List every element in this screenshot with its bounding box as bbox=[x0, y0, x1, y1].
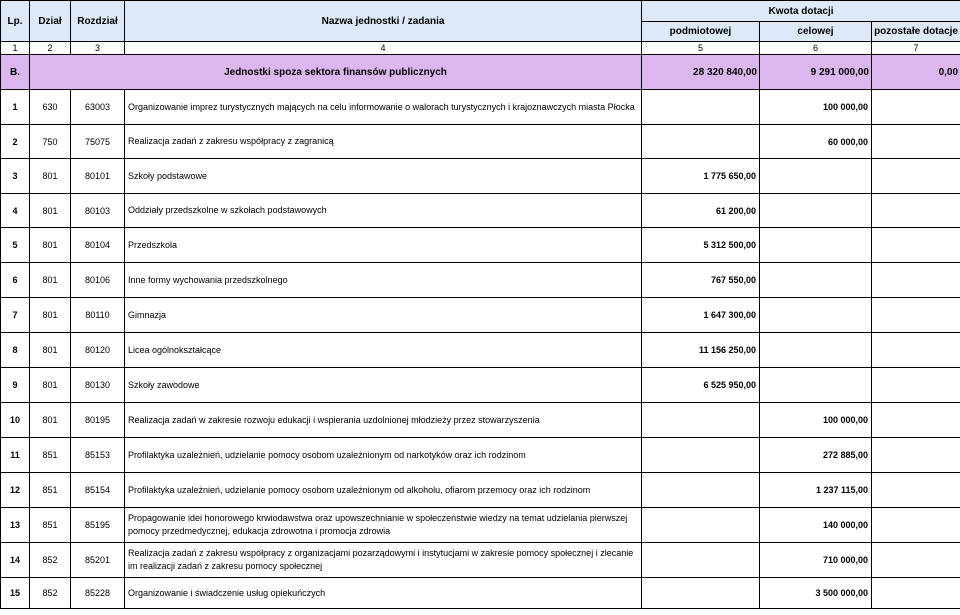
row-pozostale bbox=[872, 368, 960, 403]
col-number: 2 bbox=[30, 42, 71, 55]
table-row bbox=[1, 228, 960, 263]
row-name: Licea ogólnokształcące bbox=[125, 333, 642, 368]
col-number: 6 bbox=[760, 42, 872, 55]
row-lp: 6 bbox=[1, 263, 30, 298]
row-celowej: 100 000,00 bbox=[760, 403, 872, 438]
section-pozostale: 0,00 bbox=[872, 55, 960, 90]
row-podmiotowej bbox=[642, 438, 760, 473]
header-lp: Lp. bbox=[1, 1, 30, 42]
row-podmiotowej bbox=[642, 125, 760, 159]
row-pozostale bbox=[872, 125, 960, 159]
row-dzial: 851 bbox=[30, 438, 71, 473]
row-podmiotowej bbox=[642, 473, 760, 508]
row-podmiotowej: 1 647 300,00 bbox=[642, 298, 760, 333]
row-rozdzial: 80104 bbox=[71, 228, 125, 263]
row-lp: 2 bbox=[1, 125, 30, 159]
row-name: Realizacja zadań z zakresu współpracy z zagranicą bbox=[125, 125, 642, 159]
row-lp: 10 bbox=[1, 403, 30, 438]
section-title: Jednostki spoza sektora finansów publicznych bbox=[30, 55, 642, 90]
row-rozdzial: 85195 bbox=[71, 508, 125, 543]
row-pozostale bbox=[872, 403, 960, 438]
row-celowej: 710 000,00 bbox=[760, 543, 872, 578]
row-podmiotowej: 61 200,00 bbox=[642, 194, 760, 228]
row-lp: 14 bbox=[1, 543, 30, 578]
row-rozdzial: 80103 bbox=[71, 194, 125, 228]
row-dzial: 801 bbox=[30, 333, 71, 368]
row-podmiotowej: 6 525 950,00 bbox=[642, 368, 760, 403]
row-lp: 9 bbox=[1, 368, 30, 403]
row-podmiotowej: 1 775 650,00 bbox=[642, 159, 760, 194]
row-name: Realizacja zadań w zakresie rozwoju edukacji i wspierania uzdolnionej młodzieży przez stowarzyszenia bbox=[125, 403, 642, 438]
section-podmiotowej: 28 320 840,00 bbox=[642, 55, 760, 90]
row-celowej bbox=[760, 159, 872, 194]
row-rozdzial: 85154 bbox=[71, 473, 125, 508]
row-dzial: 852 bbox=[30, 578, 71, 609]
header-podmiotowej: podmiotowej bbox=[642, 22, 760, 42]
row-pozostale bbox=[872, 473, 960, 508]
row-podmiotowej bbox=[642, 508, 760, 543]
col-number: 5 bbox=[642, 42, 760, 55]
row-lp: 8 bbox=[1, 333, 30, 368]
header-kwota-dotacji: Kwota dotacji bbox=[642, 1, 960, 22]
row-rozdzial: 75075 bbox=[71, 125, 125, 159]
section-row bbox=[1, 55, 960, 90]
row-celowej: 60 000,00 bbox=[760, 125, 872, 159]
row-celowej: 140 000,00 bbox=[760, 508, 872, 543]
row-pozostale bbox=[872, 194, 960, 228]
row-podmiotowej bbox=[642, 403, 760, 438]
row-dzial: 801 bbox=[30, 368, 71, 403]
row-lp: 1 bbox=[1, 90, 30, 125]
row-dzial: 851 bbox=[30, 508, 71, 543]
row-podmiotowej: 5 312 500,00 bbox=[642, 228, 760, 263]
col-number: 3 bbox=[71, 42, 125, 55]
table-row bbox=[1, 194, 960, 228]
row-name: Szkoły podstawowe bbox=[125, 159, 642, 194]
row-name: Organizowanie i świadczenie usług opiekuńczych bbox=[125, 578, 642, 609]
row-pozostale bbox=[872, 508, 960, 543]
row-dzial: 801 bbox=[30, 159, 71, 194]
header-nazwa: Nazwa jednostki / zadania bbox=[125, 1, 642, 42]
header-rozdzial: Rozdział bbox=[71, 1, 125, 42]
table-row bbox=[1, 298, 960, 333]
table-row bbox=[1, 508, 960, 543]
row-pozostale bbox=[872, 438, 960, 473]
col-number: 4 bbox=[125, 42, 642, 55]
row-celowej bbox=[760, 263, 872, 298]
row-dzial: 851 bbox=[30, 473, 71, 508]
table-row bbox=[1, 473, 960, 508]
row-name: Realizacja zadań z zakresu współpracy z organizacjami pozarządowymi i instytucjami w zakresie pomocy społecznej i zlecanie im realizacji zadań z zakresu pomocy społecznej bbox=[125, 543, 642, 578]
row-lp: 7 bbox=[1, 298, 30, 333]
row-dzial: 801 bbox=[30, 263, 71, 298]
row-rozdzial: 80106 bbox=[71, 263, 125, 298]
row-name: Inne formy wychowania przedszkolnego bbox=[125, 263, 642, 298]
row-name: Profilaktyka uzależnień, udzielanie pomocy osobom uzależnionym od alkoholu, ofiarom przemocy oraz ich rodzinom bbox=[125, 473, 642, 508]
row-podmiotowej bbox=[642, 543, 760, 578]
table-row bbox=[1, 438, 960, 473]
row-celowej: 100 000,00 bbox=[760, 90, 872, 125]
row-rozdzial: 80130 bbox=[71, 368, 125, 403]
row-rozdzial: 80120 bbox=[71, 333, 125, 368]
row-pozostale bbox=[872, 263, 960, 298]
row-dzial: 852 bbox=[30, 543, 71, 578]
row-name: Organizowanie imprez turystycznych mających na celu informowanie o walorach turystycznych i krajoznawczych miasta Płocka bbox=[125, 90, 642, 125]
row-podmiotowej bbox=[642, 90, 760, 125]
row-pozostale bbox=[872, 298, 960, 333]
section-code: B. bbox=[1, 55, 30, 90]
row-name: Przedszkola bbox=[125, 228, 642, 263]
row-dzial: 750 bbox=[30, 125, 71, 159]
row-celowej bbox=[760, 333, 872, 368]
row-rozdzial: 85201 bbox=[71, 543, 125, 578]
header-pozostale: pozostałe dotacje bbox=[872, 22, 960, 42]
row-name: Oddziały przedszkolne w szkołach podstawowych bbox=[125, 194, 642, 228]
row-dzial: 801 bbox=[30, 194, 71, 228]
row-name: Gimnazja bbox=[125, 298, 642, 333]
row-lp: 4 bbox=[1, 194, 30, 228]
row-pozostale bbox=[872, 228, 960, 263]
table-row bbox=[1, 403, 960, 438]
row-pozostale bbox=[872, 543, 960, 578]
row-rozdzial: 80110 bbox=[71, 298, 125, 333]
col-number: 1 bbox=[1, 42, 30, 55]
row-dzial: 801 bbox=[30, 403, 71, 438]
row-lp: 13 bbox=[1, 508, 30, 543]
row-celowej bbox=[760, 228, 872, 263]
row-lp: 11 bbox=[1, 438, 30, 473]
table-row bbox=[1, 90, 960, 125]
row-name: Propagowanie idei honorowego krwiodawstwa oraz upowszechnianie w społeczeństwie wiedzy na temat udzielania pierwszej pomocy przedmedycznej, edukacja zdrowotna i promocja zdrowia bbox=[125, 508, 642, 543]
row-lp: 5 bbox=[1, 228, 30, 263]
row-celowej: 272 885,00 bbox=[760, 438, 872, 473]
row-podmiotowej: 767 550,00 bbox=[642, 263, 760, 298]
row-lp: 3 bbox=[1, 159, 30, 194]
row-dzial: 801 bbox=[30, 298, 71, 333]
table-row bbox=[1, 159, 960, 194]
row-celowej: 3 500 000,00 bbox=[760, 578, 872, 609]
row-name: Profilaktyka uzależnień, udzielanie pomocy osobom uzależnionym od narkotyków oraz ich rodzinom bbox=[125, 438, 642, 473]
row-rozdzial: 63003 bbox=[71, 90, 125, 125]
row-lp: 12 bbox=[1, 473, 30, 508]
table-row bbox=[1, 333, 960, 368]
row-celowej: 1 237 115,00 bbox=[760, 473, 872, 508]
table-row bbox=[1, 125, 960, 159]
table-row bbox=[1, 263, 960, 298]
row-dzial: 801 bbox=[30, 228, 71, 263]
row-rozdzial: 85153 bbox=[71, 438, 125, 473]
row-podmiotowej bbox=[642, 578, 760, 609]
row-podmiotowej: 11 156 250,00 bbox=[642, 333, 760, 368]
table-row bbox=[1, 578, 960, 609]
row-pozostale bbox=[872, 333, 960, 368]
header-dzial: Dział bbox=[30, 1, 71, 42]
row-rozdzial: 80101 bbox=[71, 159, 125, 194]
header-celowej: celowej bbox=[760, 22, 872, 42]
table-row bbox=[1, 543, 960, 578]
row-rozdzial: 85228 bbox=[71, 578, 125, 609]
row-pozostale bbox=[872, 159, 960, 194]
section-celowej: 9 291 000,00 bbox=[760, 55, 872, 90]
row-pozostale bbox=[872, 578, 960, 609]
row-celowej bbox=[760, 298, 872, 333]
row-pozostale bbox=[872, 90, 960, 125]
table-body bbox=[1, 90, 960, 609]
table-row bbox=[1, 368, 960, 403]
col-number: 7 bbox=[872, 42, 960, 55]
row-lp: 15 bbox=[1, 578, 30, 609]
row-celowej bbox=[760, 194, 872, 228]
row-dzial: 630 bbox=[30, 90, 71, 125]
row-rozdzial: 80195 bbox=[71, 403, 125, 438]
row-name: Szkoły zawodowe bbox=[125, 368, 642, 403]
row-celowej bbox=[760, 368, 872, 403]
